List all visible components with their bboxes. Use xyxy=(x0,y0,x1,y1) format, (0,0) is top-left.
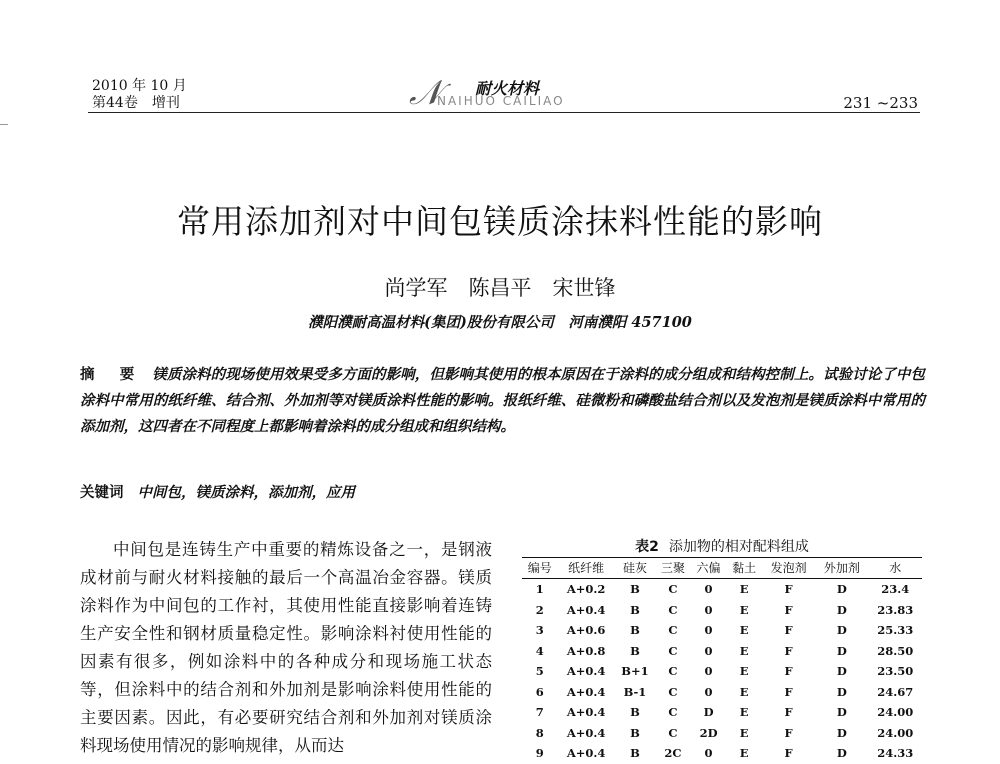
cell-clay: E xyxy=(739,664,749,679)
issue-info xyxy=(92,78,187,112)
cell-clay: E xyxy=(739,602,749,617)
cell-id: 6 xyxy=(535,684,544,699)
cell-tripoly: C xyxy=(668,664,678,679)
cell-id: 7 xyxy=(535,705,544,720)
cell-foaming-agent: F xyxy=(784,582,793,597)
cell-foaming-agent: F xyxy=(784,623,793,638)
cell-tripoly: C xyxy=(668,643,678,658)
article-title: 常用添加剂对中间包镁质涂抹料性能的影响 xyxy=(177,202,823,241)
cell-id: 9 xyxy=(535,746,544,761)
cell-clay: E xyxy=(739,623,749,638)
cell-tripoly: C xyxy=(668,623,678,638)
cell-foaming-agent: F xyxy=(784,684,793,699)
table-title: 添加物的相对配料组成 xyxy=(668,539,809,555)
cell-additive: D xyxy=(836,623,847,638)
cell-silica-fume: B xyxy=(630,643,640,658)
col-header-hexameta: 六偏 xyxy=(691,558,727,579)
table-row xyxy=(522,579,922,600)
table-row xyxy=(522,661,922,682)
cell-tripoly: C xyxy=(668,705,678,720)
cell-paper-fiber: A+0.4 xyxy=(566,705,606,720)
journal-logo xyxy=(405,73,625,113)
cell-foaming-agent: F xyxy=(784,602,793,617)
cell-water: 25.33 xyxy=(877,623,914,638)
table-row xyxy=(522,723,922,744)
cell-foaming-agent: F xyxy=(784,746,793,761)
author-affiliation: 濮阳濮耐高温材料(集团)股份有限公司 河南濮阳 457100 xyxy=(308,314,692,331)
cell-hexameta: 0 xyxy=(704,643,713,658)
cell-paper-fiber: A+0.4 xyxy=(566,602,606,617)
cell-id: 8 xyxy=(535,725,544,740)
keywords-label: 关键词 xyxy=(80,485,124,501)
table-row xyxy=(522,702,922,723)
col-header-id: 编号 xyxy=(522,558,558,579)
cell-silica-fume: B+1 xyxy=(621,664,649,679)
cell-clay: E xyxy=(739,582,749,597)
cell-hexameta: 0 xyxy=(704,664,713,679)
cell-clay: E xyxy=(739,684,749,699)
cell-paper-fiber: A+0.4 xyxy=(566,746,606,761)
cell-tripoly: C xyxy=(668,725,678,740)
issue-date: 2010 年 10 月 xyxy=(92,78,187,94)
cell-silica-fume: B xyxy=(630,725,640,740)
table-row xyxy=(522,600,922,621)
cell-additive: D xyxy=(836,705,847,720)
cell-water: 23.4 xyxy=(881,582,910,597)
cell-clay: E xyxy=(739,705,749,720)
cell-water: 23.83 xyxy=(877,602,914,617)
col-header-clay: 黏土 xyxy=(726,558,762,579)
keywords xyxy=(80,482,925,504)
abstract-text: 镁质涂料的现场使用效果受多方面的影响，但影响其使用的根本原因在于涂料的成分组成和结构控制上。试验讨论了中包涂料中常用的纸纤维、结合剂、外加剂等对镁质涂料性能的影响。报纸纤维、硅微粉和磷酸盐结合剂以及发泡剂是镁质涂料中常用的添加剂，这四者在不同程度上都影响着涂料的成分组成和组织结构。 xyxy=(80,366,925,435)
cell-hexameta: 0 xyxy=(704,746,713,761)
cell-hexameta: 0 xyxy=(704,602,713,617)
header-rule xyxy=(88,112,920,113)
table-header-row xyxy=(522,558,922,579)
cell-additive: D xyxy=(836,684,847,699)
cell-silica-fume: B xyxy=(630,582,640,597)
col-header-water: 水 xyxy=(869,558,922,579)
cell-hexameta: 0 xyxy=(704,582,713,597)
cell-id: 4 xyxy=(535,643,544,658)
cell-id: 2 xyxy=(535,602,544,617)
cell-tripoly: C xyxy=(668,684,678,699)
body-paragraph: 中间包是连铸生产中重要的精炼设备之一，是钢液成材前与耐火材料接触的最后一个高温冶金容器。镁质涂料作为中间包的工作衬，其使用性能直接影响着连铸生产安全性和钢材质量稳定性。影响涂料衬使用性能的因素有很多，例如涂料中的各种成分和现场施工状态等，但涂料中的结合剂和外加剂是影响涂料使用性能的主要因素。因此，有必要研究结合剂和外加剂对镁质涂料现场使用情况的影响规律，从而达 xyxy=(80,540,492,755)
journal-latin-name: NAIHUO CAILIAO xyxy=(437,94,565,108)
table-row xyxy=(522,743,922,764)
cell-hexameta: D xyxy=(703,705,714,720)
cell-additive: D xyxy=(836,725,847,740)
abstract-label: 摘 要 xyxy=(80,367,145,383)
cell-id: 5 xyxy=(535,664,544,679)
cell-tripoly: C xyxy=(668,602,678,617)
cell-silica-fume: B-1 xyxy=(623,684,647,699)
cell-water: 24.67 xyxy=(877,684,914,699)
cell-paper-fiber: A+0.4 xyxy=(566,664,606,679)
composition-table xyxy=(522,557,922,764)
cell-additive: D xyxy=(836,664,847,679)
cell-paper-fiber: A+0.8 xyxy=(566,643,606,658)
cell-additive: D xyxy=(836,746,847,761)
abstract xyxy=(80,362,925,440)
cell-paper-fiber: A+0.6 xyxy=(566,623,606,638)
cell-hexameta: 0 xyxy=(704,623,713,638)
cell-id: 3 xyxy=(535,623,544,638)
cell-water: 24.00 xyxy=(877,705,914,720)
col-header-silica-fume: 硅灰 xyxy=(615,558,656,579)
col-header-paper-fiber: 纸纤维 xyxy=(558,558,615,579)
cell-paper-fiber: A+0.2 xyxy=(566,582,606,597)
col-header-tripoly: 三聚 xyxy=(655,558,691,579)
keywords-text: 中间包，镁质涂料，添加剂，应用 xyxy=(137,484,355,501)
col-header-foaming-agent: 发泡剂 xyxy=(762,558,815,579)
cell-foaming-agent: F xyxy=(784,705,793,720)
journal-name: 耐火材料 xyxy=(475,79,540,98)
cell-paper-fiber: A+0.4 xyxy=(566,725,606,740)
cell-water: 28.50 xyxy=(877,643,914,658)
margin-mark xyxy=(0,124,8,125)
cell-water: 23.50 xyxy=(877,664,914,679)
table-row xyxy=(522,682,922,703)
cell-water: 24.00 xyxy=(877,725,914,740)
cell-water: 24.33 xyxy=(877,746,914,761)
cell-clay: E xyxy=(739,746,749,761)
cell-additive: D xyxy=(836,582,847,597)
table-caption xyxy=(522,536,922,556)
cell-silica-fume: B xyxy=(630,705,640,720)
cell-hexameta: 2D xyxy=(699,725,718,740)
cell-foaming-agent: F xyxy=(784,725,793,740)
cell-paper-fiber: A+0.4 xyxy=(566,684,606,699)
cell-id: 1 xyxy=(535,582,544,597)
article-authors: 尚学军 陈昌平 宋世锋 xyxy=(384,276,616,300)
page-range: 231 ~233 xyxy=(843,94,918,112)
cell-foaming-agent: F xyxy=(784,664,793,679)
cell-silica-fume: B xyxy=(630,623,640,638)
cell-foaming-agent: F xyxy=(784,643,793,658)
cell-additive: D xyxy=(836,643,847,658)
cell-silica-fume: B xyxy=(630,746,640,761)
cell-silica-fume: B xyxy=(630,602,640,617)
cell-tripoly: 2C xyxy=(664,746,682,761)
issue-volume: 第44卷 增刊 xyxy=(92,95,180,111)
cell-clay: E xyxy=(739,643,749,658)
cell-additive: D xyxy=(836,602,847,617)
col-header-additive: 外加剂 xyxy=(815,558,868,579)
logo-script-mark: 𝒩 xyxy=(409,73,442,113)
table-row xyxy=(522,641,922,662)
cell-tripoly: C xyxy=(668,582,678,597)
cell-hexameta: 0 xyxy=(704,684,713,699)
table-row xyxy=(522,620,922,641)
table-number: 表2 xyxy=(635,539,659,555)
cell-clay: E xyxy=(739,725,749,740)
